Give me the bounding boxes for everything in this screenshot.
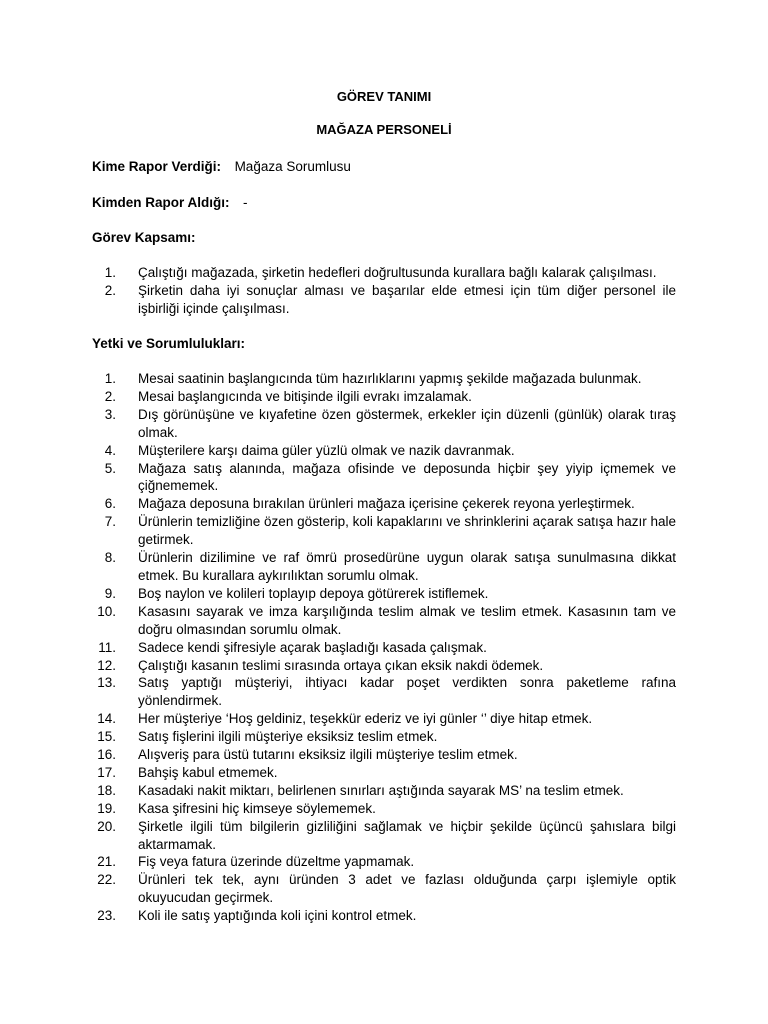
reports-to-value: Mağaza Sorumlusu (234, 159, 351, 174)
responsibility-item (92, 406, 676, 442)
reports-from-field (92, 194, 248, 212)
responsibility-item-number: 6. (104, 496, 116, 512)
responsibility-item (92, 853, 676, 871)
responsibilities-list (92, 370, 676, 925)
reports-to-field (92, 158, 351, 176)
responsibility-item (92, 639, 676, 657)
scope-item-number: 2. (104, 282, 116, 298)
responsibility-item-number: 18. (97, 782, 116, 798)
scope-item (92, 264, 676, 282)
responsibility-item-text: Satış fişlerini ilgili müşteriye eksiksiz teslim etmek. (138, 729, 438, 745)
responsibility-item (92, 800, 676, 818)
responsibility-item (92, 657, 676, 675)
scope-item (92, 282, 676, 318)
document-title: GÖREV TANIMI (336, 89, 432, 104)
responsibility-item-number: 21. (97, 854, 116, 870)
responsibility-item-text: Dış görünüşüne ve kıyafetine özen göstermek, erkekler için düzenli (günlük) olarak tıraş olmak. (138, 406, 676, 440)
scope-list (92, 264, 676, 318)
responsibility-item-number: 13. (97, 675, 116, 691)
responsibility-item-text: Kasasını sayarak ve imza karşılığında teslim almak ve teslim etmek. Kasasının tam ve doğru olmasından sorumlu olmak. (138, 603, 676, 637)
responsibility-item-text: Mesai saatinin başlangıcında tüm hazırlıklarını yapmış şekilde mağazada bulunmak. (138, 371, 642, 386)
responsibility-item-number: 8. (104, 550, 116, 566)
responsibility-item-text: Ürünlerin dizilimine ve raf ömrü prosedürüne uygun olarak satışa sunulmasına dikkat etmek. Bu kurallara aykırılıktan sorumlu olmak. (138, 550, 676, 583)
responsibility-item-number: 9. (104, 585, 116, 601)
responsibility-item-text: Sadece kendi şifresiyle açarak başladığı kasada çalışmak. (138, 639, 487, 655)
responsibility-item (92, 710, 676, 728)
responsibility-item (92, 370, 676, 388)
scope-item-number: 1. (104, 265, 116, 280)
responsibility-item-text: Bahşiş kabul etmemek. (138, 764, 278, 780)
responsibility-item (92, 818, 676, 854)
responsibility-item-text: Ürünleri tek tek, aynı üründen 3 adet ve fazlası olduğunda çarpı işlemiyle optik okuyucudan geçirmek. (138, 872, 676, 906)
responsibility-item-number: 16. (97, 747, 116, 763)
responsibility-item-number: 17. (97, 764, 116, 780)
responsibility-item-text: Kasa şifresini hiç kimseye söylememek. (138, 800, 376, 816)
responsibility-item (92, 907, 676, 925)
responsibility-item-number: 20. (97, 818, 116, 834)
responsibility-item-text: Her müşteriye ‘Hoş geldiniz, teşekkür ederiz ve iyi günler ‘’ diye hitap etmek. (138, 711, 593, 727)
document-subtitle: MAĞAZA PERSONELİ (316, 122, 452, 137)
responsibility-item-text: Satış yaptığı müşteriyi, ihtiyacı kadar poşet verdikten sonra paketleme rafına yönlendirmek. (138, 675, 676, 709)
responsibility-item (92, 728, 676, 746)
responsibility-item (92, 746, 676, 764)
responsibility-item (92, 871, 676, 907)
responsibility-item (92, 388, 676, 406)
responsibility-item-number: 15. (97, 729, 116, 745)
responsibility-item-number: 22. (97, 872, 116, 888)
responsibility-item-number: 4. (104, 442, 116, 458)
responsibility-item (92, 603, 676, 639)
responsibility-item (92, 585, 676, 603)
responsibility-item-text: Fiş veya fatura üzerinde düzeltme yapmamak. (138, 854, 415, 870)
responsibility-item-number: 14. (97, 711, 116, 727)
reports-from-value: - (243, 195, 248, 210)
responsibility-item-text: Kasadaki nakit miktarı, belirlenen sınırları aştığında sayarak MS’ na teslim etmek. (138, 782, 624, 798)
responsibility-item-text: Ürünlerin temizliğine özen gösterip, koli kapaklarını ve shrinklerini açarak satışa hazır hale getirmek. (138, 514, 677, 548)
responsibility-item (92, 495, 676, 513)
responsibility-item (92, 513, 676, 549)
responsibility-item-text: Mağaza deposuna bırakılan ürünleri mağaza içerisine çekerek reyona yerleştirmek. (138, 496, 635, 512)
responsibility-item (92, 460, 676, 496)
responsibility-item-text: Alışveriş para üstü tutarını eksiksiz ilgili müşteriye teslim etmek. (138, 747, 518, 763)
responsibility-item (92, 442, 676, 460)
responsibility-item-number: 5. (104, 460, 116, 476)
responsibilities-heading: Yetki ve Sorumlulukları: (92, 336, 246, 351)
responsibility-item-text: Şirketle ilgili tüm bilgilerin gizliliğini sağlamak ve hiçbir şekilde üçüncü şahıslara bilgi aktarmamak. (138, 818, 676, 852)
responsibility-item-number: 23. (97, 908, 116, 924)
responsibility-item (92, 782, 676, 800)
responsibility-item-text: Koli ile satış yaptığında koli içini kontrol etmek. (138, 908, 417, 924)
responsibility-item-number: 2. (104, 388, 116, 404)
responsibility-item-text: Müşterilere karşı daima güler yüzlü olmak ve nazik davranmak. (138, 442, 515, 458)
reports-to-label: Kime Rapor Verdiği: (92, 159, 222, 174)
responsibility-item-text: Boş naylon ve kolileri toplayıp depoya götürerek istiflemek. (138, 585, 489, 601)
scope-item-text: Şirketin daha iyi sonuçlar alması ve başarılar elde etmesi için tüm diğer personel ile işbirliği içinde çalışılması. (138, 282, 676, 316)
responsibility-item-number: 10. (97, 603, 116, 619)
scope-item-text: Çalıştığı mağazada, şirketin hedefleri doğrultusunda kurallara bağlı kalarak çalışılması. (138, 265, 657, 280)
scope-heading: Görev Kapsamı: (92, 230, 196, 245)
responsibility-item (92, 549, 676, 585)
responsibility-item-number: 11. (98, 639, 116, 655)
responsibility-item-text: Çalıştığı kasanın teslimi sırasında ortaya çıkan eksik nakdi ödemek. (138, 657, 544, 673)
responsibility-item (92, 764, 676, 782)
responsibility-item-number: 1. (104, 371, 116, 386)
responsibility-item (92, 674, 676, 710)
responsibility-item-text: Mesai başlangıcında ve bitişinde ilgili evrakı imzalamak. (138, 388, 472, 404)
responsibility-item-number: 12. (97, 657, 116, 673)
responsibility-item-number: 19. (97, 800, 116, 816)
responsibility-item-text: Mağaza satış alanında, mağaza ofisinde ve deposunda hiçbir şey yiyip içmemek ve çiğnememek. (138, 460, 676, 494)
responsibility-item-number: 3. (104, 406, 116, 422)
responsibility-item-number: 7. (104, 514, 116, 530)
reports-from-label: Kimden Rapor Aldığı: (92, 195, 230, 210)
